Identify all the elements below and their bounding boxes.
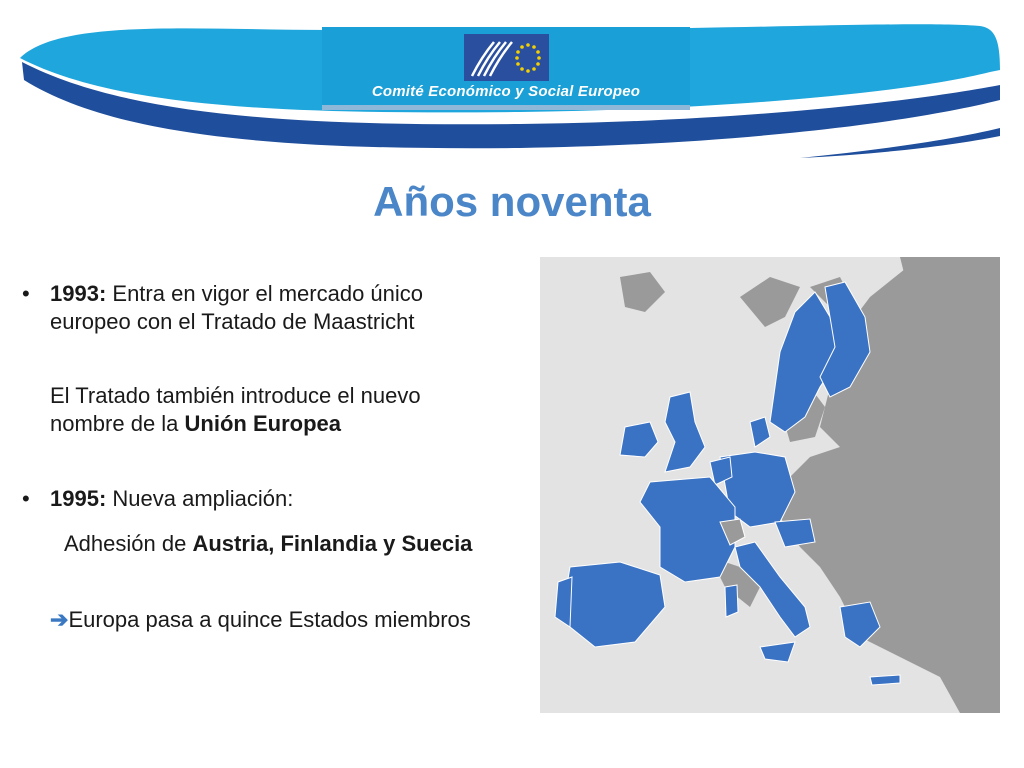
item-1995-text: Nueva ampliación:: [106, 486, 294, 511]
item-1993-text: Entra en vigor el mercado único: [106, 281, 424, 306]
header-banner: [0, 0, 1024, 175]
conclusion-text: Europa pasa a quince Estados miembros: [68, 607, 471, 632]
bullet-marker: •: [22, 281, 30, 306]
note-maastricht-line1: El Tratado también introduce el nuevo: [50, 383, 421, 408]
accession-line: [64, 529, 472, 558]
eesc-logo-icon: [464, 34, 549, 81]
note-prefix: nombre de la: [50, 411, 185, 436]
item-1995: [50, 484, 293, 513]
note-maastricht-line2: [50, 409, 341, 438]
bullet-marker: •: [22, 486, 30, 511]
union-europea: Unión Europea: [184, 411, 341, 436]
year-1993: 1993:: [50, 281, 107, 306]
year-1995: 1995:: [50, 486, 107, 511]
sardinia: [725, 585, 738, 617]
logo-panel: [322, 27, 690, 110]
crete: [870, 675, 900, 685]
conclusion-line: [50, 605, 471, 634]
accession-prefix: Adhesión de: [64, 531, 193, 556]
item-1993-line1: [50, 279, 423, 308]
item-1993-line2: europeo con el Tratado de Maastricht: [50, 309, 415, 334]
organization-name: Comité Económico y Social Europeo: [371, 83, 641, 100]
accession-countries: Austria, Finlandia y Suecia: [192, 531, 473, 556]
slide-title: Años noventa: [373, 178, 651, 225]
europe-map-icon: [540, 257, 1000, 713]
arrow-right-icon: ➔: [50, 607, 69, 632]
